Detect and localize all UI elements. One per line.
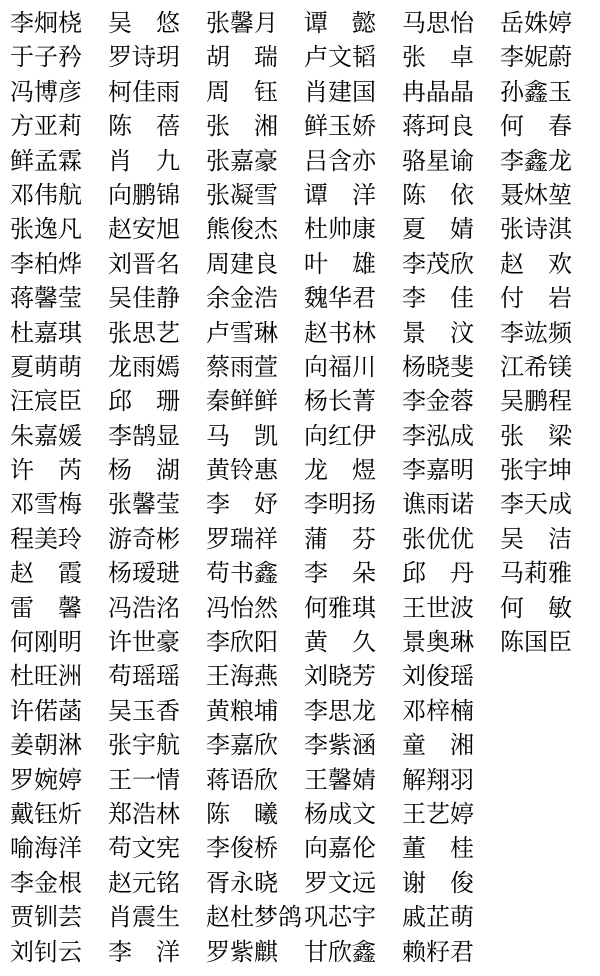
name-cell: 罗文远 bbox=[304, 868, 376, 897]
name-cell: 马 凯 bbox=[206, 421, 278, 450]
name-cell: 张宇航 bbox=[108, 731, 180, 760]
name-cell: 刘俊瑶 bbox=[402, 662, 474, 691]
name-cell: 周建良 bbox=[206, 249, 278, 278]
name-cell: 景奥琳 bbox=[402, 628, 474, 657]
name-cell: 蒋语欣 bbox=[206, 765, 278, 794]
name-cell: 苟书鑫 bbox=[206, 559, 278, 588]
name-cell: 苟文宪 bbox=[108, 834, 180, 863]
name-cell: 吴佳静 bbox=[108, 284, 180, 313]
name-cell: 李 妤 bbox=[206, 490, 278, 519]
name-cell: 肖 九 bbox=[108, 146, 180, 175]
name-cell: 龙雨嫣 bbox=[108, 352, 180, 381]
name-cell: 姜朝淋 bbox=[10, 731, 82, 760]
name-cell: 余金浩 bbox=[206, 284, 278, 313]
name-cell: 吴鹏程 bbox=[500, 387, 572, 416]
name-cell: 鲜孟霖 bbox=[10, 146, 82, 175]
name-cell: 赵书林 bbox=[304, 318, 376, 347]
name-cell: 赖籽君 bbox=[402, 937, 474, 966]
name-cell: 陈 蓓 bbox=[108, 112, 180, 141]
name-cell: 解翔羽 bbox=[402, 765, 474, 794]
name-cell: 蒲 芬 bbox=[304, 524, 376, 553]
name-cell bbox=[500, 763, 598, 797]
name-cell: 黄 久 bbox=[304, 628, 376, 657]
name-cell: 杨 湖 bbox=[108, 456, 180, 485]
name-cell: 刘晓芳 bbox=[304, 662, 376, 691]
name-cell: 刘钊云 bbox=[10, 937, 82, 966]
name-cell: 赵杜梦鸽 bbox=[206, 903, 302, 932]
name-cell: 邓雪梅 bbox=[10, 490, 82, 519]
name-cell: 李金蓉 bbox=[402, 387, 474, 416]
name-cell: 赵 霞 bbox=[10, 559, 82, 588]
name-cell: 黄粮埔 bbox=[206, 696, 278, 725]
name-cell: 邓伟航 bbox=[10, 180, 82, 209]
name-cell: 李妮蔚 bbox=[500, 43, 572, 72]
name-cell: 夏萌萌 bbox=[10, 352, 82, 381]
name-cell: 陈 曦 bbox=[206, 799, 278, 828]
name-cell: 秦鲜鲜 bbox=[206, 387, 278, 416]
name-cell: 赵 欢 bbox=[500, 249, 572, 278]
name-cell: 张 梁 bbox=[500, 421, 572, 450]
name-cell: 巩芯宇 bbox=[304, 903, 376, 932]
name-cell: 冉晶晶 bbox=[402, 77, 474, 106]
name-cell: 王艺婷 bbox=[402, 799, 474, 828]
name-cell: 赵元铭 bbox=[108, 868, 180, 897]
name-cell bbox=[500, 866, 598, 900]
name-cell: 甘欣鑫 bbox=[304, 937, 376, 966]
name-cell: 李思龙 bbox=[304, 696, 376, 725]
name-cell: 聂炑堃 bbox=[500, 180, 572, 209]
name-cell: 李嘉明 bbox=[402, 456, 474, 485]
name-cell: 何 春 bbox=[500, 112, 572, 141]
name-cell: 杨长菁 bbox=[304, 387, 376, 416]
name-cell: 向鹏锦 bbox=[108, 180, 180, 209]
name-cell: 于子矜 bbox=[10, 43, 82, 72]
name-cell: 李鹄显 bbox=[108, 421, 180, 450]
name-cell: 卢文韬 bbox=[304, 43, 376, 72]
name-cell: 鲜玉娇 bbox=[304, 112, 376, 141]
name-cell: 张 卓 bbox=[402, 43, 474, 72]
name-cell bbox=[500, 797, 598, 831]
name-cell: 杜旺洲 bbox=[10, 662, 82, 691]
name-cell: 蒋馨莹 bbox=[10, 284, 82, 313]
name-cell: 马莉雅 bbox=[500, 559, 572, 588]
name-cell: 游奇彬 bbox=[108, 524, 180, 553]
name-cell: 张馨月 bbox=[206, 9, 278, 37]
name-cell bbox=[500, 935, 598, 969]
name-cell: 雷 馨 bbox=[10, 593, 82, 622]
name-cell: 李欣阳 bbox=[206, 628, 278, 657]
name-cell: 郑浩林 bbox=[108, 799, 180, 828]
name-cell: 马思怡 bbox=[402, 9, 474, 37]
name-cell: 骆星谕 bbox=[402, 146, 474, 175]
name-cell: 胥永晓 bbox=[206, 868, 278, 897]
name-cell: 贾钏芸 bbox=[10, 903, 82, 932]
name-cell: 王馨婧 bbox=[304, 765, 376, 794]
name-cell: 王一情 bbox=[108, 765, 180, 794]
name-cell: 朱嘉媛 bbox=[10, 421, 82, 450]
name-cell: 许 芮 bbox=[10, 456, 82, 485]
name-cell: 罗瑞祥 bbox=[206, 524, 278, 553]
name-cell: 李金根 bbox=[10, 868, 82, 897]
name-cell: 张优优 bbox=[402, 524, 474, 553]
name-cell: 杨瑷琎 bbox=[108, 559, 180, 588]
name-cell: 何雅琪 bbox=[304, 593, 376, 622]
name-cell: 杜帅康 bbox=[304, 215, 376, 244]
name-cell: 张诗淇 bbox=[500, 215, 572, 244]
name-cell bbox=[500, 659, 598, 693]
name-cell: 许偌菡 bbox=[10, 696, 82, 725]
name-cell: 杜嘉琪 bbox=[10, 318, 82, 347]
name-cell: 戚芷萌 bbox=[402, 903, 474, 932]
name-cell: 李柏烨 bbox=[10, 249, 82, 278]
name-cell: 岳姝婷 bbox=[500, 9, 572, 37]
name-cell: 张 湘 bbox=[206, 112, 278, 141]
name-cell: 董 桂 bbox=[402, 834, 474, 863]
name-cell: 方亚莉 bbox=[10, 112, 82, 141]
name-cell: 肖震生 bbox=[108, 903, 180, 932]
name-cell: 李 佳 bbox=[402, 284, 474, 313]
name-cell: 夏 婧 bbox=[402, 215, 474, 244]
name-cell: 程美玲 bbox=[10, 524, 82, 553]
name-cell: 李 洋 bbox=[108, 937, 180, 966]
name-cell: 熊俊杰 bbox=[206, 215, 278, 244]
name-cell: 刘晋名 bbox=[108, 249, 180, 278]
name-cell: 李天成 bbox=[500, 490, 572, 519]
name-cell: 龙 煜 bbox=[304, 456, 376, 485]
name-cell: 江希镁 bbox=[500, 352, 572, 381]
name-cell: 李炯桡 bbox=[10, 9, 82, 37]
name-cell: 何刚明 bbox=[10, 628, 82, 657]
name-cell: 张凝雪 bbox=[206, 180, 278, 209]
name-cell: 吴玉香 bbox=[108, 696, 180, 725]
name-cell: 张嘉豪 bbox=[206, 146, 278, 175]
name-cell: 王世波 bbox=[402, 593, 474, 622]
name-cell: 胡 瑞 bbox=[206, 43, 278, 72]
name-cell: 邱 丹 bbox=[402, 559, 474, 588]
name-cell bbox=[500, 900, 598, 934]
name-cell: 李嘉欣 bbox=[206, 731, 278, 760]
name-cell: 孙鑫玉 bbox=[500, 77, 572, 106]
name-cell: 李 朵 bbox=[304, 559, 376, 588]
name-cell: 景 汶 bbox=[402, 318, 474, 347]
name-cell: 陈 依 bbox=[402, 180, 474, 209]
name-cell: 冯博彦 bbox=[10, 77, 82, 106]
name-cell: 戴钰炘 bbox=[10, 799, 82, 828]
name-cell: 罗婉婷 bbox=[10, 765, 82, 794]
name-cell: 柯佳雨 bbox=[108, 77, 180, 106]
name-cell: 吴 悠 bbox=[108, 9, 180, 37]
name-cell: 周 钰 bbox=[206, 77, 278, 106]
name-cell: 吕含亦 bbox=[304, 146, 376, 175]
name-cell bbox=[500, 694, 598, 728]
name-cell: 谭 洋 bbox=[304, 180, 376, 209]
name-cell: 苟瑶瑶 bbox=[108, 662, 180, 691]
name-cell: 卢雪琳 bbox=[206, 318, 278, 347]
name-cell: 王海燕 bbox=[206, 662, 278, 691]
name-cell: 谭 懿 bbox=[304, 9, 376, 37]
name-cell: 何 敏 bbox=[500, 593, 572, 622]
name-cell: 向嘉伦 bbox=[304, 834, 376, 863]
name-cell: 喻海洋 bbox=[10, 834, 82, 863]
name-cell: 张逸凡 bbox=[10, 215, 82, 244]
name-cell: 肖建国 bbox=[304, 77, 376, 106]
name-cell: 蒋珂良 bbox=[402, 112, 474, 141]
name-cell: 黄铃惠 bbox=[206, 456, 278, 485]
name-cell bbox=[500, 831, 598, 865]
name-cell: 蔡雨萱 bbox=[206, 352, 278, 381]
name-cell: 童 湘 bbox=[402, 731, 474, 760]
name-cell: 李竑频 bbox=[500, 318, 572, 347]
name-cell: 李紫涵 bbox=[304, 731, 376, 760]
name-cell: 汪宸臣 bbox=[10, 387, 82, 416]
name-cell: 李泓成 bbox=[402, 421, 474, 450]
name-cell: 谯雨诺 bbox=[402, 490, 474, 519]
name-cell: 吴 洁 bbox=[500, 524, 572, 553]
name-cell: 李鑫龙 bbox=[500, 146, 572, 175]
name-cell: 李明扬 bbox=[304, 490, 376, 519]
name-cell: 赵安旭 bbox=[108, 215, 180, 244]
name-cell: 杨成文 bbox=[304, 799, 376, 828]
name-cell: 付 岩 bbox=[500, 284, 572, 313]
name-cell bbox=[500, 728, 598, 762]
name-cell: 李俊桥 bbox=[206, 834, 278, 863]
name-cell: 魏华君 bbox=[304, 284, 376, 313]
name-cell: 谢 俊 bbox=[402, 868, 474, 897]
name-cell: 杨晓斐 bbox=[402, 352, 474, 381]
name-cell: 许世豪 bbox=[108, 628, 180, 657]
name-cell: 邓梓楠 bbox=[402, 696, 474, 725]
name-cell: 冯怡然 bbox=[206, 593, 278, 622]
name-cell: 陈国臣 bbox=[500, 628, 572, 657]
name-cell: 罗诗玥 bbox=[108, 43, 180, 72]
name-cell: 张馨莹 bbox=[108, 490, 180, 519]
name-cell: 罗紫麒 bbox=[206, 937, 278, 966]
name-cell: 邱 珊 bbox=[108, 387, 180, 416]
name-cell: 向红伊 bbox=[304, 421, 376, 450]
name-cell: 李茂欣 bbox=[402, 249, 474, 278]
name-grid bbox=[10, 6, 592, 969]
name-cell: 张思艺 bbox=[108, 318, 180, 347]
name-cell: 向福川 bbox=[304, 352, 376, 381]
name-cell: 冯浩洺 bbox=[108, 593, 180, 622]
name-cell: 张宇坤 bbox=[500, 456, 572, 485]
name-cell: 叶 雄 bbox=[304, 249, 376, 278]
